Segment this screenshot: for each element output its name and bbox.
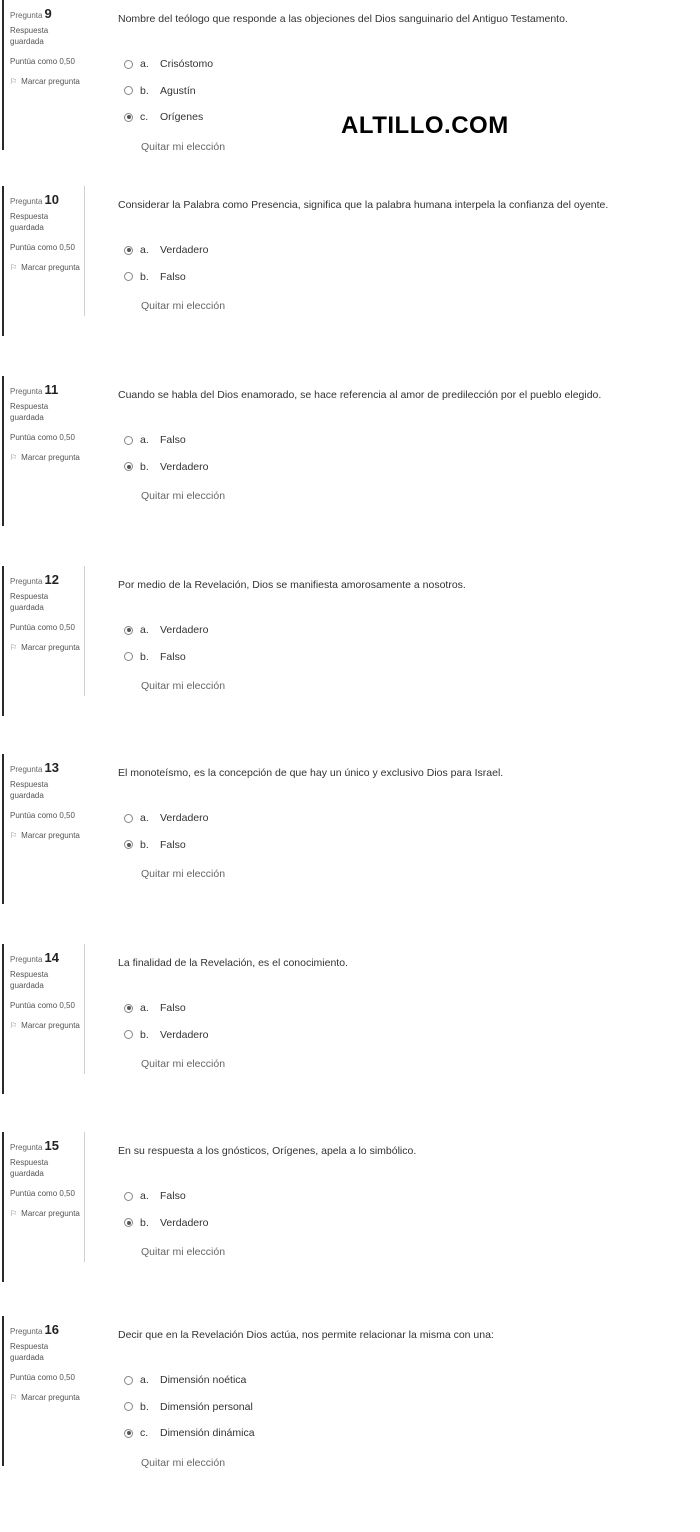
answer-label: Falso <box>160 434 186 447</box>
question-block <box>0 376 700 564</box>
answer-option[interactable] <box>124 104 213 131</box>
question-block <box>0 566 700 754</box>
question-number <box>10 1140 82 1153</box>
question-left-border <box>2 186 4 336</box>
question-text: En su respuesta a los gnósticos, Orígenes, apela a lo simbólico. <box>118 1145 417 1157</box>
question-left-border <box>2 376 4 526</box>
question-state: Respuesta guardada <box>10 780 49 800</box>
question-block <box>0 0 700 188</box>
question-divider <box>84 566 85 696</box>
flag-icon: ⚐ <box>10 1209 18 1218</box>
answer-label: Verdadero <box>160 1216 209 1229</box>
answer-label: Verdadero <box>160 460 209 473</box>
answer-label: Verdadero <box>160 624 209 637</box>
answer-options <box>124 805 208 858</box>
answer-label: Dimensión dinámica <box>160 1427 255 1440</box>
flag-question-button[interactable] <box>10 830 82 841</box>
flag-question-button[interactable] <box>10 76 82 87</box>
question-state: Respuesta guardada <box>10 1342 49 1362</box>
question-label: Pregunta <box>10 387 43 396</box>
question-state: Respuesta guardada <box>10 592 49 612</box>
radio-selected[interactable] <box>124 1429 133 1438</box>
answer-letter: b. <box>140 1216 149 1229</box>
answer-label: Falso <box>160 1190 186 1203</box>
question-block <box>0 1316 700 1504</box>
radio-selected[interactable] <box>124 113 133 122</box>
question-label: Pregunta <box>10 577 43 586</box>
answer-option[interactable] <box>124 1367 255 1394</box>
radio-unselected[interactable] <box>124 272 133 281</box>
question-number-value: 10 <box>44 192 59 207</box>
flag-question-button[interactable] <box>10 1392 82 1403</box>
answer-option[interactable] <box>124 1022 208 1049</box>
clear-choice-link[interactable]: Quitar mi elección <box>141 868 226 880</box>
question-divider <box>84 1132 85 1262</box>
question-number <box>10 384 82 397</box>
answer-letter: b. <box>140 1400 149 1413</box>
question-number <box>10 1324 82 1337</box>
question-block <box>0 186 700 374</box>
question-state: Respuesta guardada <box>10 26 49 46</box>
clear-choice-link[interactable]: Quitar mi elección <box>141 1058 226 1070</box>
question-text: La finalidad de la Revelación, es el conocimiento. <box>118 957 348 969</box>
clear-choice-link[interactable]: Quitar mi elección <box>141 1246 226 1258</box>
radio-selected[interactable] <box>124 462 133 471</box>
question-state: Respuesta guardada <box>10 212 49 232</box>
answer-label: Crisóstomo <box>160 58 214 71</box>
question-number <box>10 574 82 587</box>
clear-choice-link[interactable]: Quitar mi elección <box>141 490 226 502</box>
flag-question-button[interactable] <box>10 262 82 273</box>
answer-label: Verdadero <box>160 244 209 257</box>
question-number-value: 15 <box>44 1138 59 1153</box>
question-block <box>0 944 700 1132</box>
question-number-value: 12 <box>44 572 59 587</box>
answer-letter: c. <box>140 111 149 124</box>
answer-option[interactable] <box>124 427 208 454</box>
answer-option[interactable] <box>124 51 213 78</box>
answer-letter: b. <box>140 270 149 283</box>
question-left-border <box>2 0 4 150</box>
radio-unselected[interactable] <box>124 86 133 95</box>
answer-options <box>124 995 208 1048</box>
flag-question-label: Marcar pregunta <box>21 263 80 272</box>
question-grade: Puntúa como 0,50 <box>10 811 75 820</box>
question-text: El monoteísmo, es la concepción de que hay un único y exclusivo Dios para Israel. <box>118 767 504 779</box>
flag-icon: ⚐ <box>10 643 18 652</box>
question-grade: Puntúa como 0,50 <box>10 1373 75 1382</box>
question-left-border <box>2 1132 4 1282</box>
answer-label: Verdadero <box>160 1028 209 1041</box>
answer-option[interactable] <box>124 805 208 832</box>
answer-label: Falso <box>160 270 186 283</box>
flag-question-button[interactable] <box>10 1208 82 1219</box>
answer-options <box>124 617 208 670</box>
question-number-value: 16 <box>44 1322 59 1337</box>
answer-options <box>124 1367 255 1447</box>
flag-icon: ⚐ <box>10 77 18 86</box>
clear-choice-link[interactable]: Quitar mi elección <box>141 1456 226 1469</box>
question-state: Respuesta guardada <box>10 402 49 422</box>
question-info <box>10 762 82 841</box>
question-divider <box>84 186 85 316</box>
answer-letter: a. <box>140 244 149 257</box>
answer-option[interactable] <box>124 1420 255 1447</box>
question-info <box>10 952 82 1031</box>
question-grade: Puntúa como 0,50 <box>10 1001 75 1010</box>
question-number-value: 13 <box>44 760 59 775</box>
question-number <box>10 8 82 21</box>
question-state: Respuesta guardada <box>10 1158 49 1178</box>
answer-letter: b. <box>140 838 149 851</box>
answer-option[interactable] <box>124 264 208 291</box>
question-info <box>10 384 82 463</box>
answer-option[interactable] <box>124 454 208 481</box>
radio-selected[interactable] <box>124 246 133 255</box>
flag-question-button[interactable] <box>10 1020 82 1031</box>
question-grade: Puntúa como 0,50 <box>10 433 75 442</box>
question-left-border <box>2 754 4 904</box>
question-grade: Puntúa como 0,50 <box>10 57 75 66</box>
radio-unselected[interactable] <box>124 1376 133 1385</box>
flag-question-button[interactable] <box>10 452 82 463</box>
question-number-value: 9 <box>44 6 52 21</box>
answer-letter: c. <box>140 1427 149 1440</box>
answer-letter: b. <box>140 1028 149 1041</box>
answer-option[interactable] <box>124 617 208 644</box>
flag-question-label: Marcar pregunta <box>21 1021 80 1030</box>
radio-selected[interactable] <box>124 626 133 635</box>
answer-letter: a. <box>140 812 149 825</box>
clear-choice-link[interactable]: Quitar mi elección <box>141 680 226 692</box>
answer-option[interactable] <box>124 1183 208 1210</box>
question-number <box>10 762 82 775</box>
watermark: ALTILLO.COM <box>341 112 509 139</box>
answer-options <box>124 237 208 290</box>
question-label: Pregunta <box>10 197 43 206</box>
flag-question-label: Marcar pregunta <box>21 1209 80 1218</box>
flag-question-label: Marcar pregunta <box>21 77 80 86</box>
clear-choice-link[interactable]: Quitar mi elección <box>141 300 226 312</box>
answer-option[interactable] <box>124 78 213 105</box>
answer-label: Falso <box>160 1002 186 1015</box>
answer-options <box>124 427 208 480</box>
radio-unselected[interactable] <box>124 814 133 823</box>
flag-icon: ⚐ <box>10 263 18 272</box>
answer-label: Dimensión noética <box>160 1374 247 1387</box>
answer-option[interactable] <box>124 237 208 264</box>
answer-option[interactable] <box>124 1394 255 1421</box>
radio-selected[interactable] <box>124 840 133 849</box>
answer-letter: a. <box>140 1374 149 1387</box>
answer-letter: b. <box>140 650 149 663</box>
question-info <box>10 1140 82 1219</box>
question-state: Respuesta guardada <box>10 970 49 990</box>
question-info <box>10 1324 82 1403</box>
radio-unselected[interactable] <box>124 60 133 69</box>
question-left-border <box>2 566 4 716</box>
flag-question-button[interactable] <box>10 642 82 653</box>
answer-letter: a. <box>140 1190 149 1203</box>
question-left-border <box>2 1316 4 1466</box>
question-grade: Puntúa como 0,50 <box>10 243 75 252</box>
question-info <box>10 574 82 653</box>
question-text: Considerar la Palabra como Presencia, significa que la palabra humana interpela la confianza del oyente. <box>118 199 609 211</box>
question-info <box>10 8 82 87</box>
flag-question-label: Marcar pregunta <box>21 1393 80 1402</box>
question-divider <box>84 944 85 1074</box>
question-text: Cuando se habla del Dios enamorado, se hace referencia al amor de predilección por el pueblo elegido. <box>118 389 602 401</box>
answer-option[interactable] <box>124 644 208 671</box>
question-block <box>0 754 700 942</box>
answer-option[interactable] <box>124 1210 208 1237</box>
answer-letter: a. <box>140 1002 149 1015</box>
clear-choice-link[interactable]: Quitar mi elección <box>141 140 226 153</box>
question-number <box>10 952 82 965</box>
answer-option[interactable] <box>124 995 208 1022</box>
flag-icon: ⚐ <box>10 1393 18 1402</box>
radio-selected[interactable] <box>124 1218 133 1227</box>
answer-label: Falso <box>160 650 186 663</box>
answer-label: Falso <box>160 838 186 851</box>
question-grade: Puntúa como 0,50 <box>10 623 75 632</box>
question-label: Pregunta <box>10 1327 43 1336</box>
answer-label: Orígenes <box>160 111 204 124</box>
question-number <box>10 194 82 207</box>
question-grade: Puntúa como 0,50 <box>10 1189 75 1198</box>
question-label: Pregunta <box>10 955 43 964</box>
question-text: Por medio de la Revelación, Dios se manifiesta amorosamente a nosotros. <box>118 579 466 591</box>
answer-letter: a. <box>140 624 149 637</box>
question-text: Nombre del teólogo que responde a las objeciones del Dios sanguinario del Antiguo Testamento. <box>118 13 568 25</box>
question-number-value: 11 <box>44 382 59 397</box>
answer-letter: a. <box>140 58 149 71</box>
question-block <box>0 1132 700 1320</box>
flag-question-label: Marcar pregunta <box>21 831 80 840</box>
question-label: Pregunta <box>10 11 43 20</box>
flag-question-label: Marcar pregunta <box>21 643 80 652</box>
radio-unselected[interactable] <box>124 436 133 445</box>
answer-options <box>124 1183 208 1236</box>
answer-option[interactable] <box>124 832 208 859</box>
flag-icon: ⚐ <box>10 831 18 840</box>
question-info <box>10 194 82 273</box>
question-label: Pregunta <box>10 765 43 774</box>
answer-label: Dimensión personal <box>160 1400 253 1413</box>
question-label: Pregunta <box>10 1143 43 1152</box>
answer-label: Verdadero <box>160 812 209 825</box>
radio-unselected[interactable] <box>124 1192 133 1201</box>
radio-unselected[interactable] <box>124 1030 133 1039</box>
answer-letter: a. <box>140 434 149 447</box>
answer-letter: b. <box>140 84 149 97</box>
answer-options <box>124 51 213 131</box>
radio-selected[interactable] <box>124 1004 133 1013</box>
answer-letter: b. <box>140 460 149 473</box>
question-left-border <box>2 944 4 1094</box>
radio-unselected[interactable] <box>124 1402 133 1411</box>
radio-unselected[interactable] <box>124 652 133 661</box>
flag-question-label: Marcar pregunta <box>21 453 80 462</box>
answer-label: Agustín <box>160 84 196 97</box>
question-text: Decir que en la Revelación Dios actúa, nos permite relacionar la misma con una: <box>118 1329 494 1341</box>
question-number-value: 14 <box>44 950 59 965</box>
flag-icon: ⚐ <box>10 453 18 462</box>
flag-icon: ⚐ <box>10 1021 18 1030</box>
